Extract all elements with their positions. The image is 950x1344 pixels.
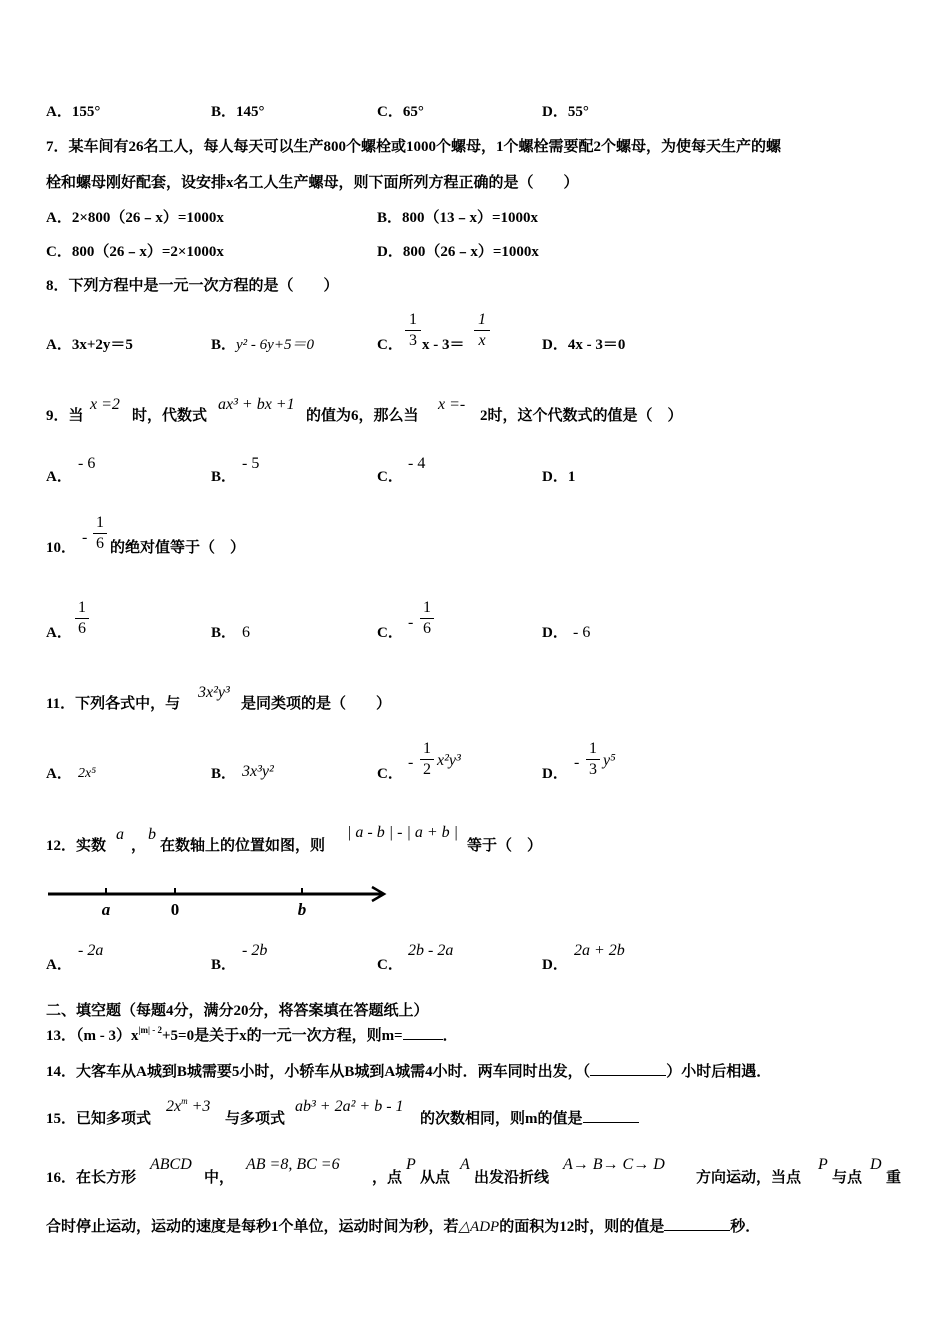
q9-option-c-label: C． [377, 469, 403, 485]
q8-option-c-fraction: 1 3 [405, 311, 421, 350]
q14: 14．大客车从A城到B城需要5小时，小轿车从B城到A城需4小时．两车同时出发，（ ）小时后相遇． [46, 1064, 772, 1080]
q13-answer-blank[interactable] [403, 1039, 443, 1040]
q16-point-p: P [406, 1156, 416, 1173]
q9-option-c-value: - 4 [408, 455, 426, 472]
q9-stem-part2: 时，代数式 [132, 408, 208, 424]
q11-option-d-variables: y⁵ [603, 752, 616, 769]
q12-option-c-value: 2b - 2a [408, 942, 454, 959]
q10-option-a-label: A． [46, 625, 72, 641]
q12-comma: ， [131, 838, 147, 854]
q11-option-c-fraction: 1 2 [420, 740, 434, 779]
q6-option-a: A．155° [46, 104, 101, 120]
q12-stem-part2: 在数轴上的位置如图，则 [160, 838, 326, 854]
q11-stem-part2: 是同类项的是（ ） [241, 696, 392, 712]
q12-var-a: a [116, 826, 124, 843]
q7-stem-line1: 7．某车间有26名工人，每人每天可以生产800个螺栓或1000个螺母，1个螺栓需要配2个螺母，为使每天生产的螺 [46, 139, 782, 155]
q12-option-a-label: A． [46, 957, 72, 973]
q16-point-a: A [460, 1156, 470, 1173]
q16-stem-part1: 16．在长方形 [46, 1170, 137, 1186]
q10-option-d-label: D． [542, 625, 568, 641]
q6-option-c: C．65° [377, 104, 424, 120]
q15-stem-part2: 与多项式 [225, 1111, 286, 1127]
q16-point-d: D [870, 1156, 882, 1173]
q15-polynomial2: ab³ + 2a² + b - 1 [295, 1098, 404, 1115]
q16-stem-part5: 出发沿折线 [474, 1170, 550, 1186]
q16-given: AB =8, BC =6 [246, 1156, 340, 1173]
q11-option-a-value: 2x⁵ [78, 766, 97, 781]
q9-condition1: x =2 [90, 396, 120, 413]
q11-option-a-label: A． [46, 766, 72, 782]
q9-option-a-value: - 6 [78, 455, 96, 472]
q11-option-d-fraction: 1 3 [586, 740, 600, 779]
q10-option-d-value: - 6 [573, 624, 591, 641]
q16-answer-blank[interactable] [664, 1230, 730, 1231]
q16-stem-part4: 从点 [420, 1170, 451, 1186]
q10-option-c-label: C． [377, 625, 403, 641]
q9-stem-part1: 9．当 [46, 408, 84, 424]
q11-option-d-label: D． [542, 766, 568, 782]
q15-polynomial1: $2x^m +3$ [166, 1096, 211, 1115]
q9-stem-part4: 2时，这个代数式的值是（ ） [480, 408, 683, 424]
q13: 13．$(m - 3)x^{|m| - 2}+5=0$是关于x的一元一次方程，则m= ． [46, 1025, 458, 1044]
q16-stem-part3: ，点 [372, 1170, 403, 1186]
q11-stem-part1: 11．下列各式中，与 [46, 696, 181, 712]
q16-stem-part2: 中， [204, 1170, 235, 1186]
q10-number: 10． [46, 540, 77, 556]
q11-option-c-variables: x²y³ [437, 752, 461, 769]
q16-point-p2: P [818, 1156, 828, 1173]
q16-stem-part6: 方向运动，当点 [696, 1170, 802, 1186]
q16-path: A→ B→ C→ D [563, 1156, 665, 1173]
q16-triangle: △ADP [458, 1219, 500, 1235]
q8-option-c-middle: x - 3＝ [422, 337, 465, 353]
q12-option-a-value: - 2a [78, 942, 104, 959]
q8-option-c-label: C． [377, 337, 403, 353]
q7-stem-line2: 栓和螺母刚好配套，设安排x名工人生产螺母，则下面所列方程正确的是（ ） [46, 175, 579, 191]
q12-option-b-label: B． [211, 957, 237, 973]
q12-option-c-label: C． [377, 957, 403, 973]
q12-option-d-value: 2a + 2b [574, 942, 625, 959]
q11-option-c-label: C． [377, 766, 403, 782]
q11-option-b-value: 3x³y² [242, 763, 274, 780]
q12-option-b-value: - 2b [242, 942, 268, 959]
q7-option-c: C．800（26﹣x）=2×1000x [46, 244, 224, 260]
q15-stem-part1: 15．已知多项式 [46, 1111, 152, 1127]
q10-negative-sign: - [82, 529, 88, 546]
q9-option-b-label: B． [211, 469, 237, 485]
q16-rectangle: ABCD [150, 1156, 192, 1173]
axis-label-b: b [297, 900, 307, 919]
q12-expression: | a - b | - | a + b | [347, 824, 459, 841]
axis-label-0: 0 [170, 900, 180, 919]
q10-stem: 的绝对值等于（ ） [110, 540, 246, 556]
q10-fraction: 1 6 [93, 514, 107, 553]
q9-option-d: D．1 [542, 469, 576, 485]
q10-option-a-fraction: 1 6 [75, 599, 89, 638]
q12-stem-part3: 等于（ ） [467, 838, 543, 854]
q7-option-b: B．800（13﹣x）=1000x [377, 210, 539, 226]
q11-option-d-negative: - [574, 754, 580, 771]
q16-line2: 合时停止运动，运动的速度是每秒1个单位，运动时间为秒，若△ADP的面积为12时，则的值是 秒． [46, 1219, 761, 1235]
q12-var-b: b [148, 826, 156, 843]
q9-stem-part3: 的值为6，那么当 [306, 408, 419, 424]
q8-option-b: B．y² - 6y+5＝0 [211, 337, 314, 353]
q10-option-b-value: 6 [242, 624, 250, 641]
q10-option-c-negative: - [408, 614, 414, 631]
q9-condition2: x =- [438, 396, 466, 413]
q16-stem-part7: 与点 [832, 1170, 863, 1186]
q10-option-b-label: B． [211, 625, 237, 641]
q14-answer-blank[interactable] [590, 1075, 666, 1076]
q11-expression: 3x²y³ [198, 684, 230, 701]
q11-option-c-negative: - [408, 754, 414, 771]
q12-option-d-label: D． [542, 957, 568, 973]
q10-option-c-fraction: 1 6 [420, 599, 434, 638]
q9-option-a-label: A． [46, 469, 72, 485]
q8-stem: 8．下列方程中是一元一次方程的是（ ） [46, 278, 339, 294]
q6-option-d: D．55° [542, 104, 589, 120]
axis-label-a: a [101, 900, 111, 919]
section-2-heading: 二、填空题（每题4分，满分20分，将答案填在答题纸上） [46, 1003, 429, 1019]
q7-option-a: A．2×800（26﹣x）=1000x [46, 210, 224, 226]
q9-option-b-value: - 5 [242, 455, 260, 472]
q16-stem-part8: 重 [886, 1170, 902, 1186]
q8-option-c-fraction2: 1 x [474, 311, 490, 350]
q7-option-d: D．800（26﹣x）=1000x [377, 244, 539, 260]
q6-option-b: B．145° [211, 104, 265, 120]
number-line-figure [44, 880, 394, 920]
q15-answer-blank[interactable] [583, 1122, 639, 1123]
q8-option-a: A．3x+2y＝5 [46, 337, 133, 353]
q11-option-b-label: B． [211, 766, 237, 782]
q9-expression: ax³ + bx +1 [218, 396, 295, 413]
q15-stem-part3: 的次数相同，则m的值是 [420, 1109, 639, 1129]
q12-stem-part1: 12．实数 [46, 838, 107, 854]
q8-option-d: D．4x - 3＝0 [542, 337, 626, 353]
